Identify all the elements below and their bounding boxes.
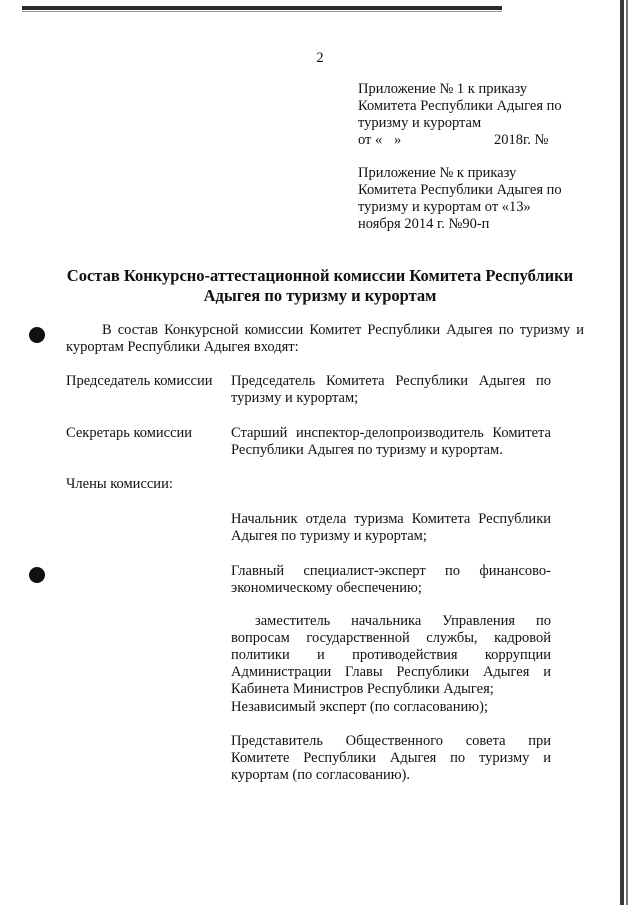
appendix-1-line: Комитета Республики Адыгея по bbox=[358, 98, 562, 114]
appendix-2-line: туризму и курортам от «13» bbox=[358, 199, 531, 215]
date-rest: 2018г. № bbox=[494, 132, 549, 148]
scan-edge-right bbox=[620, 0, 624, 905]
punch-hole-mark bbox=[29, 567, 45, 583]
scan-edge-top-shadow bbox=[22, 11, 502, 12]
punch-hole-mark bbox=[29, 327, 45, 343]
chair-label: Председатель комиссии bbox=[66, 373, 213, 389]
title-line: Адыгея по туризму и курортам bbox=[203, 286, 437, 305]
member-item: Главный специалист-эксперт по финансово-экономическому обеспечению; bbox=[231, 563, 551, 596]
intro-paragraph: В состав Конкурсной комиссии Комитет Республики Адыгея по туризму и курортам Республики Адыгея входят: bbox=[66, 322, 584, 355]
appendix-1-header bbox=[358, 81, 588, 149]
title-line: Состав Конкурсно-аттестационной комиссии Комитета Республики bbox=[66, 266, 574, 285]
chair-description: Председатель Комитета Республики Адыгея по туризму и курортам; bbox=[231, 373, 551, 406]
appendix-1-line: Приложение № 1 к приказу bbox=[358, 81, 528, 97]
member-item: Представитель Общественного совета при Комитете Республики Адыгея по туризму и курортам (по согласованию). bbox=[231, 733, 551, 783]
member-item bbox=[231, 613, 551, 698]
scan-edge-right-shadow bbox=[626, 0, 628, 905]
secretary-label: Секретарь комиссии bbox=[66, 425, 193, 441]
appendix-1-line: туризму и курортам bbox=[358, 115, 482, 131]
appendix-2-line: Приложение № к приказу bbox=[358, 165, 517, 181]
date-prefix: от « bbox=[358, 132, 383, 148]
appendix-2-line: Комитета Республики Адыгея по bbox=[358, 182, 562, 198]
appendix-2-header bbox=[358, 165, 588, 233]
scan-edge-top bbox=[22, 6, 502, 10]
page-number: 2 bbox=[316, 50, 324, 66]
appendix-2-line: ноября 2014 г. №90-п bbox=[358, 216, 490, 232]
secretary-description: Старший инспектор-делопроизводитель Комитета Республики Адыгея по туризму и курортам. bbox=[231, 425, 551, 458]
member-item-text: заместитель начальника Управления по вопросам государственной службы, кадровой политики и противодействия коррупции Администрации Главы Республики Адыгея и Кабинета Министров Республики Адыгея; bbox=[231, 613, 551, 697]
members-label: Члены комиссии: bbox=[66, 476, 173, 492]
member-item: Независимый эксперт (по согласованию); bbox=[231, 699, 488, 715]
date-quote: » bbox=[394, 132, 402, 148]
document-title bbox=[50, 266, 590, 306]
member-item: Начальник отдела туризма Комитета Республики Адыгея по туризму и курортам; bbox=[231, 511, 551, 544]
appendix-1-date-line bbox=[358, 132, 588, 149]
